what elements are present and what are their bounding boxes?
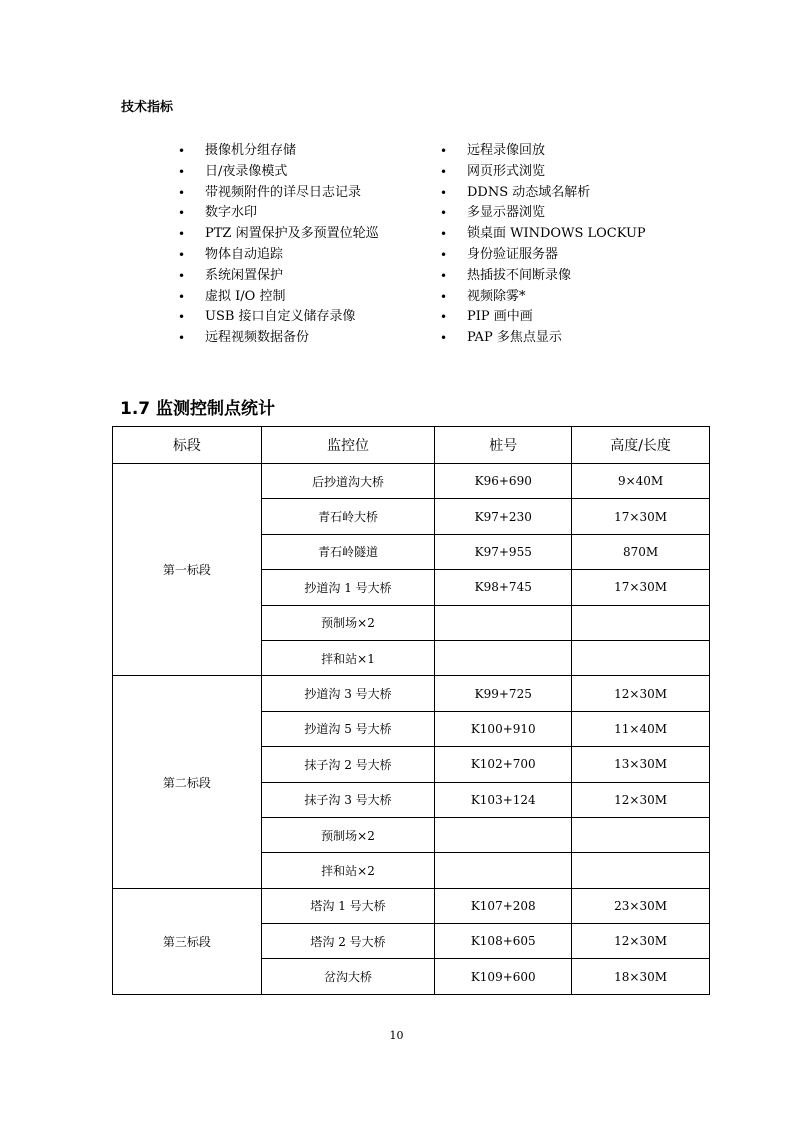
page-number: 10 xyxy=(389,1029,404,1042)
station-cell: K107+208 xyxy=(435,888,572,923)
monitoring-points-table xyxy=(112,426,710,995)
feature-text: 多显示器浏览 xyxy=(467,205,546,221)
feature-text: 数字水印 xyxy=(205,205,258,221)
feature-item xyxy=(440,328,646,349)
feature-item xyxy=(440,307,646,328)
station-cell xyxy=(435,853,572,888)
feature-text: 热插拔不间断录像 xyxy=(467,267,572,283)
station-cell: K99+725 xyxy=(435,676,572,711)
monitor-position-cell: 岔沟大桥 xyxy=(261,959,435,994)
feature-item xyxy=(440,141,646,162)
bullet-icon: • xyxy=(178,206,186,221)
features-list-right xyxy=(440,141,646,349)
feature-text: USB 接口自定义储存录像 xyxy=(205,309,356,325)
feature-item xyxy=(178,183,379,204)
monitor-position-cell: 预制场×2 xyxy=(261,605,435,640)
station-cell: K97+955 xyxy=(435,534,572,569)
monitor-position-cell: 拌和站×2 xyxy=(261,853,435,888)
feature-text: 网页形式浏览 xyxy=(467,163,546,179)
bullet-icon: • xyxy=(440,310,448,325)
feature-text: 日/夜录像模式 xyxy=(205,163,288,179)
station-cell xyxy=(435,817,572,852)
feature-item xyxy=(178,245,379,266)
feature-item xyxy=(440,162,646,183)
section-cell: 第二标段 xyxy=(113,676,262,888)
table-row xyxy=(113,676,710,711)
header-section: 标段 xyxy=(113,427,262,464)
station-cell: K102+700 xyxy=(435,747,572,782)
monitor-position-cell: 预制场×2 xyxy=(261,817,435,852)
feature-item xyxy=(178,203,379,224)
station-cell: K97+230 xyxy=(435,499,572,534)
bullet-icon: • xyxy=(440,227,448,242)
height-length-cell: 17×30M xyxy=(572,570,710,605)
height-length-cell xyxy=(572,605,710,640)
header-station: 桩号 xyxy=(435,427,572,464)
feature-item xyxy=(178,224,379,245)
bullet-icon: • xyxy=(178,185,186,200)
feature-text: 远程录像回放 xyxy=(467,143,546,158)
station-cell: K108+605 xyxy=(435,924,572,959)
height-length-cell: 12×30M xyxy=(572,782,710,817)
features-heading: 技术指标 xyxy=(121,100,174,115)
feature-item xyxy=(178,328,379,349)
bullet-icon: • xyxy=(440,164,448,179)
height-length-cell: 11×40M xyxy=(572,711,710,746)
feature-item xyxy=(178,162,379,183)
bullet-icon: • xyxy=(178,164,186,179)
feature-text: 视频除雾* xyxy=(467,288,526,304)
feature-item xyxy=(440,287,646,308)
station-cell: K103+124 xyxy=(435,782,572,817)
bullet-icon: • xyxy=(178,268,186,283)
station-cell: K98+745 xyxy=(435,570,572,605)
feature-item xyxy=(440,183,646,204)
station-cell xyxy=(435,605,572,640)
height-length-cell xyxy=(572,853,710,888)
bullet-icon: • xyxy=(178,247,186,262)
monitor-position-cell: 抄道沟 1 号大桥 xyxy=(261,570,435,605)
bullet-icon: • xyxy=(440,206,448,221)
bullet-icon: • xyxy=(440,247,448,262)
feature-item xyxy=(178,307,379,328)
feature-text: 远程视频数据备份 xyxy=(205,330,310,346)
monitor-position-cell: 拌和站×1 xyxy=(261,640,435,675)
station-cell xyxy=(435,640,572,675)
bullet-icon: • xyxy=(440,185,448,200)
feature-text: 虚拟 I/O 控制 xyxy=(205,288,286,304)
feature-item xyxy=(440,245,646,266)
feature-text: PIP 画中画 xyxy=(467,309,533,325)
height-length-cell xyxy=(572,817,710,852)
bullet-icon: • xyxy=(178,310,186,325)
monitor-position-cell: 后抄道沟大桥 xyxy=(261,464,435,499)
feature-item xyxy=(178,141,379,162)
height-length-cell: 9×40M xyxy=(572,464,710,499)
height-length-cell: 18×30M xyxy=(572,959,710,994)
height-length-cell: 13×30M xyxy=(572,747,710,782)
table-row xyxy=(113,464,710,499)
feature-text: 锁桌面 WINDOWS LOCKUP xyxy=(467,226,646,242)
monitor-position-cell: 抄道沟 3 号大桥 xyxy=(261,676,435,711)
station-cell: K109+600 xyxy=(435,959,572,994)
bullet-icon: • xyxy=(440,289,448,304)
monitor-position-cell: 抄道沟 5 号大桥 xyxy=(261,711,435,746)
bullet-icon: • xyxy=(178,144,186,158)
feature-text: 物体自动追踪 xyxy=(205,246,284,262)
feature-text: 摄像机分组存储 xyxy=(205,143,297,158)
header-height-length: 高度/长度 xyxy=(572,427,710,464)
header-monitor-position: 监控位 xyxy=(261,427,435,464)
monitor-position-cell: 青石岭隧道 xyxy=(261,534,435,569)
station-cell: K96+690 xyxy=(435,464,572,499)
feature-text: 系统闲置保护 xyxy=(205,267,284,283)
feature-text: PAP 多焦点显示 xyxy=(467,330,562,346)
feature-text: 带视频附件的详尽日志记录 xyxy=(205,184,362,200)
monitor-position-cell: 塔沟 1 号大桥 xyxy=(261,888,435,923)
height-length-cell: 870M xyxy=(572,534,710,569)
features-list-left xyxy=(178,141,379,349)
feature-item xyxy=(178,266,379,287)
height-length-cell: 23×30M xyxy=(572,888,710,923)
station-cell: K100+910 xyxy=(435,711,572,746)
section-cell: 第一标段 xyxy=(113,464,262,676)
height-length-cell xyxy=(572,640,710,675)
bullet-icon: • xyxy=(440,268,448,283)
section-cell: 第三标段 xyxy=(113,888,262,994)
feature-item xyxy=(440,266,646,287)
feature-text: PTZ 闲置保护及多预置位轮巡 xyxy=(205,226,379,242)
bullet-icon: • xyxy=(440,331,448,346)
table-row xyxy=(113,888,710,923)
monitor-position-cell: 抹子沟 3 号大桥 xyxy=(261,782,435,817)
monitor-position-cell: 抹子沟 2 号大桥 xyxy=(261,747,435,782)
height-length-cell: 12×30M xyxy=(572,924,710,959)
feature-item xyxy=(178,287,379,308)
feature-text: 身份验证服务器 xyxy=(467,246,559,262)
bullet-icon: • xyxy=(440,144,448,158)
table-header-row xyxy=(113,427,710,464)
bullet-icon: • xyxy=(178,227,186,242)
height-length-cell: 12×30M xyxy=(572,676,710,711)
monitor-position-cell: 青石岭大桥 xyxy=(261,499,435,534)
bullet-icon: • xyxy=(178,289,186,304)
feature-item xyxy=(440,224,646,245)
monitor-position-cell: 塔沟 2 号大桥 xyxy=(261,924,435,959)
height-length-cell: 17×30M xyxy=(572,499,710,534)
bullet-icon: • xyxy=(178,331,186,346)
feature-text: DDNS 动态域名解析 xyxy=(467,184,591,200)
section-title: 1.7 监测控制点统计 xyxy=(120,399,276,419)
feature-item xyxy=(440,203,646,224)
